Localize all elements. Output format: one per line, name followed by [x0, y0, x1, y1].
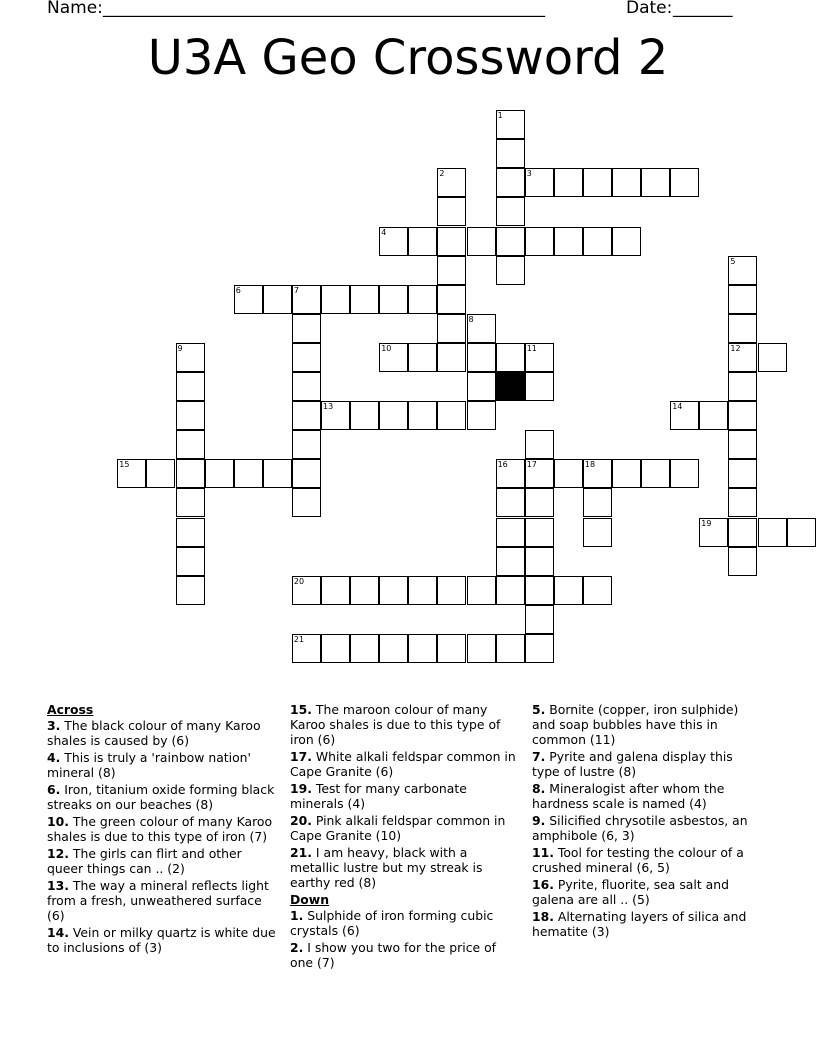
clue-item — [47, 782, 277, 812]
clue-item — [47, 750, 277, 780]
cell-number: 5 — [730, 256, 736, 266]
grid-cell[interactable] — [263, 285, 292, 314]
grid-cell[interactable] — [496, 459, 525, 488]
grid-cell[interactable] — [525, 430, 554, 459]
grid-cell[interactable] — [408, 343, 437, 372]
grid-cell[interactable] — [437, 227, 466, 256]
grid-cell[interactable] — [525, 576, 554, 605]
grid-cell[interactable] — [350, 634, 379, 663]
grid-cell[interactable] — [496, 518, 525, 547]
clue-item — [47, 925, 277, 955]
grid-cell[interactable] — [467, 314, 496, 343]
clue-item — [47, 814, 277, 844]
grid-cell[interactable] — [292, 459, 321, 488]
grid-cell[interactable] — [234, 285, 263, 314]
grid-cell[interactable] — [321, 285, 350, 314]
across-heading: Across — [47, 702, 94, 717]
grid-cell[interactable] — [496, 547, 525, 576]
clue-item — [532, 749, 762, 779]
grid-cell[interactable] — [670, 459, 699, 488]
grid-cell[interactable] — [176, 488, 205, 517]
clue-number: 3. — [47, 718, 61, 733]
cell-number: 1 — [497, 111, 503, 121]
clue-number: 8. — [532, 781, 546, 796]
grid-cell[interactable] — [641, 168, 670, 197]
clue-item — [532, 813, 762, 843]
clue-text: The black colour of many Karoo shales is caused by (6) — [47, 718, 261, 748]
grid-cell[interactable] — [583, 518, 612, 547]
cell-number: 10 — [381, 343, 392, 353]
grid-cell[interactable] — [728, 488, 757, 517]
date-field[interactable]: _______ — [673, 0, 733, 18]
grid-cell[interactable] — [176, 401, 205, 430]
cell-number: 21 — [293, 634, 305, 644]
grid-cell[interactable] — [437, 634, 466, 663]
grid-cell[interactable] — [350, 576, 379, 605]
grid-cell[interactable] — [525, 605, 554, 634]
grid-cell[interactable] — [379, 576, 408, 605]
clue-number: 21. — [290, 845, 312, 860]
grid-cell[interactable] — [234, 459, 263, 488]
grid-cell[interactable] — [467, 576, 496, 605]
grid-cell[interactable] — [525, 518, 554, 547]
clues-column-2 — [290, 702, 520, 972]
grid-cell[interactable] — [525, 459, 554, 488]
grid-cell[interactable] — [292, 634, 321, 663]
cell-number: 20 — [293, 576, 305, 586]
clue-text: This is truly a 'rainbow nation' mineral (8) — [47, 750, 251, 780]
grid-cell[interactable] — [728, 343, 757, 372]
cell-number: 8 — [468, 314, 474, 324]
grid-cell[interactable] — [292, 314, 321, 343]
clue-text: Sulphide of iron forming cubic crystals (6) — [290, 908, 494, 938]
grid-cell[interactable] — [525, 343, 554, 372]
grid-cell[interactable] — [728, 547, 757, 576]
grid-cell[interactable] — [728, 372, 757, 401]
grid-cell[interactable] — [437, 285, 466, 314]
grid-cell[interactable] — [496, 576, 525, 605]
grid-cell[interactable] — [496, 139, 525, 168]
clue-number: 1. — [290, 908, 304, 923]
grid-cell[interactable] — [728, 430, 757, 459]
down-heading: Down — [290, 892, 330, 907]
clue-text: Silicified chrysotile asbestos, an amphibole (6, 3) — [532, 813, 748, 843]
clue-text: The maroon colour of many Karoo shales is due to this type of iron (6) — [290, 702, 501, 747]
clue-number: 13. — [47, 878, 69, 893]
grid-cell[interactable] — [787, 518, 816, 547]
grid-cell[interactable] — [496, 488, 525, 517]
clue-item — [290, 908, 520, 938]
grid-cell[interactable] — [496, 343, 525, 372]
clue-number: 17. — [290, 749, 312, 764]
clue-item — [47, 718, 277, 748]
grid-cell[interactable] — [350, 401, 379, 430]
cell-number: 4 — [381, 227, 387, 237]
grid-cell[interactable] — [321, 634, 350, 663]
grid-cell[interactable] — [467, 634, 496, 663]
clue-number: 2. — [290, 940, 304, 955]
grid-cell[interactable] — [612, 459, 641, 488]
grid-cell[interactable] — [437, 343, 466, 372]
grid-cell[interactable] — [379, 285, 408, 314]
clue-item — [532, 877, 762, 907]
cell-number: 18 — [584, 460, 596, 470]
grid-cell[interactable] — [292, 401, 321, 430]
clue-item — [47, 846, 277, 876]
clue-text: Test for many carbonate minerals (4) — [290, 781, 467, 811]
cell-number: 17 — [526, 460, 537, 470]
grid-cell[interactable] — [292, 488, 321, 517]
grid-cell[interactable] — [525, 634, 554, 663]
grid-cell[interactable] — [670, 401, 699, 430]
grid-cell[interactable] — [728, 314, 757, 343]
grid-cell[interactable] — [612, 168, 641, 197]
date-label: Date: — [626, 0, 678, 18]
name-label: Name: — [47, 0, 109, 18]
grid-cell[interactable] — [699, 401, 728, 430]
black-cell — [496, 372, 525, 401]
grid-cell[interactable] — [496, 110, 525, 139]
grid-cell[interactable] — [641, 459, 670, 488]
cell-number: 16 — [497, 460, 508, 470]
clue-number: 10. — [47, 814, 69, 829]
clue-text: Alternating layers of silica and hematite (3) — [532, 909, 747, 939]
grid-cell[interactable] — [554, 576, 583, 605]
clue-text: The way a mineral reflects light from a fresh, unweathered surface (6) — [47, 878, 269, 923]
clue-number: 5. — [532, 702, 546, 717]
grid-cell[interactable] — [728, 401, 757, 430]
grid-cell[interactable] — [496, 256, 525, 285]
grid-cell[interactable] — [728, 518, 757, 547]
clue-number: 20. — [290, 813, 312, 828]
clue-number: 19. — [290, 781, 312, 796]
grid-cell[interactable] — [437, 576, 466, 605]
clue-number: 11. — [532, 845, 554, 860]
clues-column-3 — [532, 702, 762, 941]
clue-item — [290, 940, 520, 970]
grid-cell[interactable] — [379, 634, 408, 663]
grid-cell[interactable] — [176, 372, 205, 401]
grid-cell[interactable] — [379, 343, 408, 372]
grid-cell[interactable] — [496, 197, 525, 226]
grid-cell[interactable] — [117, 459, 146, 488]
grid-cell[interactable] — [408, 285, 437, 314]
grid-cell[interactable] — [408, 401, 437, 430]
grid-cell[interactable] — [408, 227, 437, 256]
grid-cell[interactable] — [176, 430, 205, 459]
clue-item — [290, 749, 520, 779]
clue-number: 7. — [532, 749, 546, 764]
cell-number: 7 — [293, 285, 299, 295]
cell-number: 14 — [672, 402, 683, 412]
clue-item — [532, 702, 762, 747]
cell-number: 13 — [323, 402, 334, 412]
grid-cell[interactable] — [728, 256, 757, 285]
clue-text: Pyrite, fluorite, sea salt and galena are all .. (5) — [532, 877, 729, 907]
grid-cell[interactable] — [554, 227, 583, 256]
cell-number: 3 — [526, 169, 532, 179]
clue-number: 14. — [47, 925, 69, 940]
clue-number: 16. — [532, 877, 554, 892]
grid-cell[interactable] — [437, 197, 466, 226]
grid-cell[interactable] — [467, 227, 496, 256]
grid-cell[interactable] — [408, 576, 437, 605]
grid-cell[interactable] — [146, 459, 175, 488]
grid-cell[interactable] — [437, 401, 466, 430]
clue-text: Bornite (copper, iron sulphide) and soap bubbles have this in common (11) — [532, 702, 739, 747]
grid-cell[interactable] — [263, 459, 292, 488]
grid-cell[interactable] — [583, 488, 612, 517]
grid-cell[interactable] — [728, 459, 757, 488]
grid-cell[interactable] — [205, 459, 234, 488]
clue-item — [47, 878, 277, 923]
grid-cell[interactable] — [292, 430, 321, 459]
grid-cell[interactable] — [496, 168, 525, 197]
grid-cell[interactable] — [670, 168, 699, 197]
clue-number: 4. — [47, 750, 61, 765]
clue-text: White alkali feldspar common in Cape Granite (6) — [290, 749, 516, 779]
clue-text: Vein or milky quartz is white due to inclusions of (3) — [47, 925, 276, 955]
clue-number: 15. — [290, 702, 312, 717]
grid-cell[interactable] — [525, 547, 554, 576]
grid-cell[interactable] — [176, 547, 205, 576]
grid-cell[interactable] — [292, 343, 321, 372]
clue-text: The green colour of many Karoo shales is due to this type of iron (7) — [47, 814, 273, 844]
grid-cell[interactable] — [496, 634, 525, 663]
grid-cell[interactable] — [525, 227, 554, 256]
cell-number: 15 — [119, 460, 130, 470]
grid-cell[interactable] — [292, 576, 321, 605]
grid-cell[interactable] — [292, 285, 321, 314]
clue-item — [290, 781, 520, 811]
grid-cell[interactable] — [496, 227, 525, 256]
clues-column-1 — [47, 702, 277, 957]
grid-cell[interactable] — [758, 343, 787, 372]
grid-cell[interactable] — [554, 459, 583, 488]
clue-text: Tool for testing the colour of a crushed mineral (6, 5) — [532, 845, 744, 875]
grid-cell[interactable] — [728, 285, 757, 314]
grid-cell[interactable] — [467, 343, 496, 372]
grid-cell[interactable] — [321, 401, 350, 430]
grid-cell[interactable] — [176, 518, 205, 547]
cell-number: 2 — [439, 169, 445, 179]
grid-cell[interactable] — [525, 372, 554, 401]
cell-number: 6 — [235, 285, 241, 295]
grid-cell[interactable] — [379, 227, 408, 256]
grid-cell[interactable] — [379, 401, 408, 430]
grid-cell[interactable] — [699, 518, 728, 547]
clue-text: Pink alkali feldspar common in Cape Granite (10) — [290, 813, 506, 843]
clue-number: 12. — [47, 846, 69, 861]
grid-cell[interactable] — [583, 459, 612, 488]
name-field[interactable]: ____________________________________________________ — [103, 0, 545, 18]
clue-item — [290, 813, 520, 843]
grid-cell[interactable] — [583, 576, 612, 605]
clue-text: Pyrite and galena display this type of lustre (8) — [532, 749, 733, 779]
clue-text: Iron, titanium oxide forming black streaks on our beaches (8) — [47, 782, 275, 812]
grid-cell[interactable] — [583, 168, 612, 197]
clue-item — [532, 845, 762, 875]
grid-cell[interactable] — [525, 168, 554, 197]
grid-cell[interactable] — [612, 227, 641, 256]
grid-cell[interactable] — [176, 576, 205, 605]
clue-text: I am heavy, black with a metallic lustre but my streak is earthy red (8) — [290, 845, 483, 890]
cell-number: 9 — [177, 343, 183, 353]
clue-number: 9. — [532, 813, 546, 828]
clue-number: 6. — [47, 782, 61, 797]
clue-item — [532, 781, 762, 811]
grid-cell[interactable] — [467, 372, 496, 401]
grid-cell[interactable] — [408, 634, 437, 663]
grid-cell[interactable] — [554, 168, 583, 197]
clue-text: I show you two for the price of one (7) — [290, 940, 497, 970]
grid-cell[interactable] — [467, 401, 496, 430]
grid-cell[interactable] — [176, 459, 205, 488]
cell-number: 12 — [730, 343, 741, 353]
cell-number: 11 — [526, 343, 537, 353]
grid-cell[interactable] — [437, 256, 466, 285]
clue-item — [290, 845, 520, 890]
grid-cell[interactable] — [292, 372, 321, 401]
clue-text: Mineralogist after whom the hardness scale is named (4) — [532, 781, 725, 811]
grid-cell[interactable] — [758, 518, 787, 547]
grid-cell[interactable] — [525, 488, 554, 517]
clue-item — [532, 909, 762, 939]
page-title: U3A Geo Crossword 2 — [147, 30, 669, 86]
clue-text: The girls can flirt and other queer things can .. (2) — [47, 846, 242, 876]
grid-cell[interactable] — [437, 168, 466, 197]
clue-number: 18. — [532, 909, 554, 924]
cell-number: 19 — [701, 518, 712, 528]
grid-cell[interactable] — [437, 314, 466, 343]
grid-cell[interactable] — [583, 227, 612, 256]
grid-cell[interactable] — [321, 576, 350, 605]
clue-item — [290, 702, 520, 747]
grid-cell[interactable] — [176, 343, 205, 372]
grid-cell[interactable] — [350, 285, 379, 314]
